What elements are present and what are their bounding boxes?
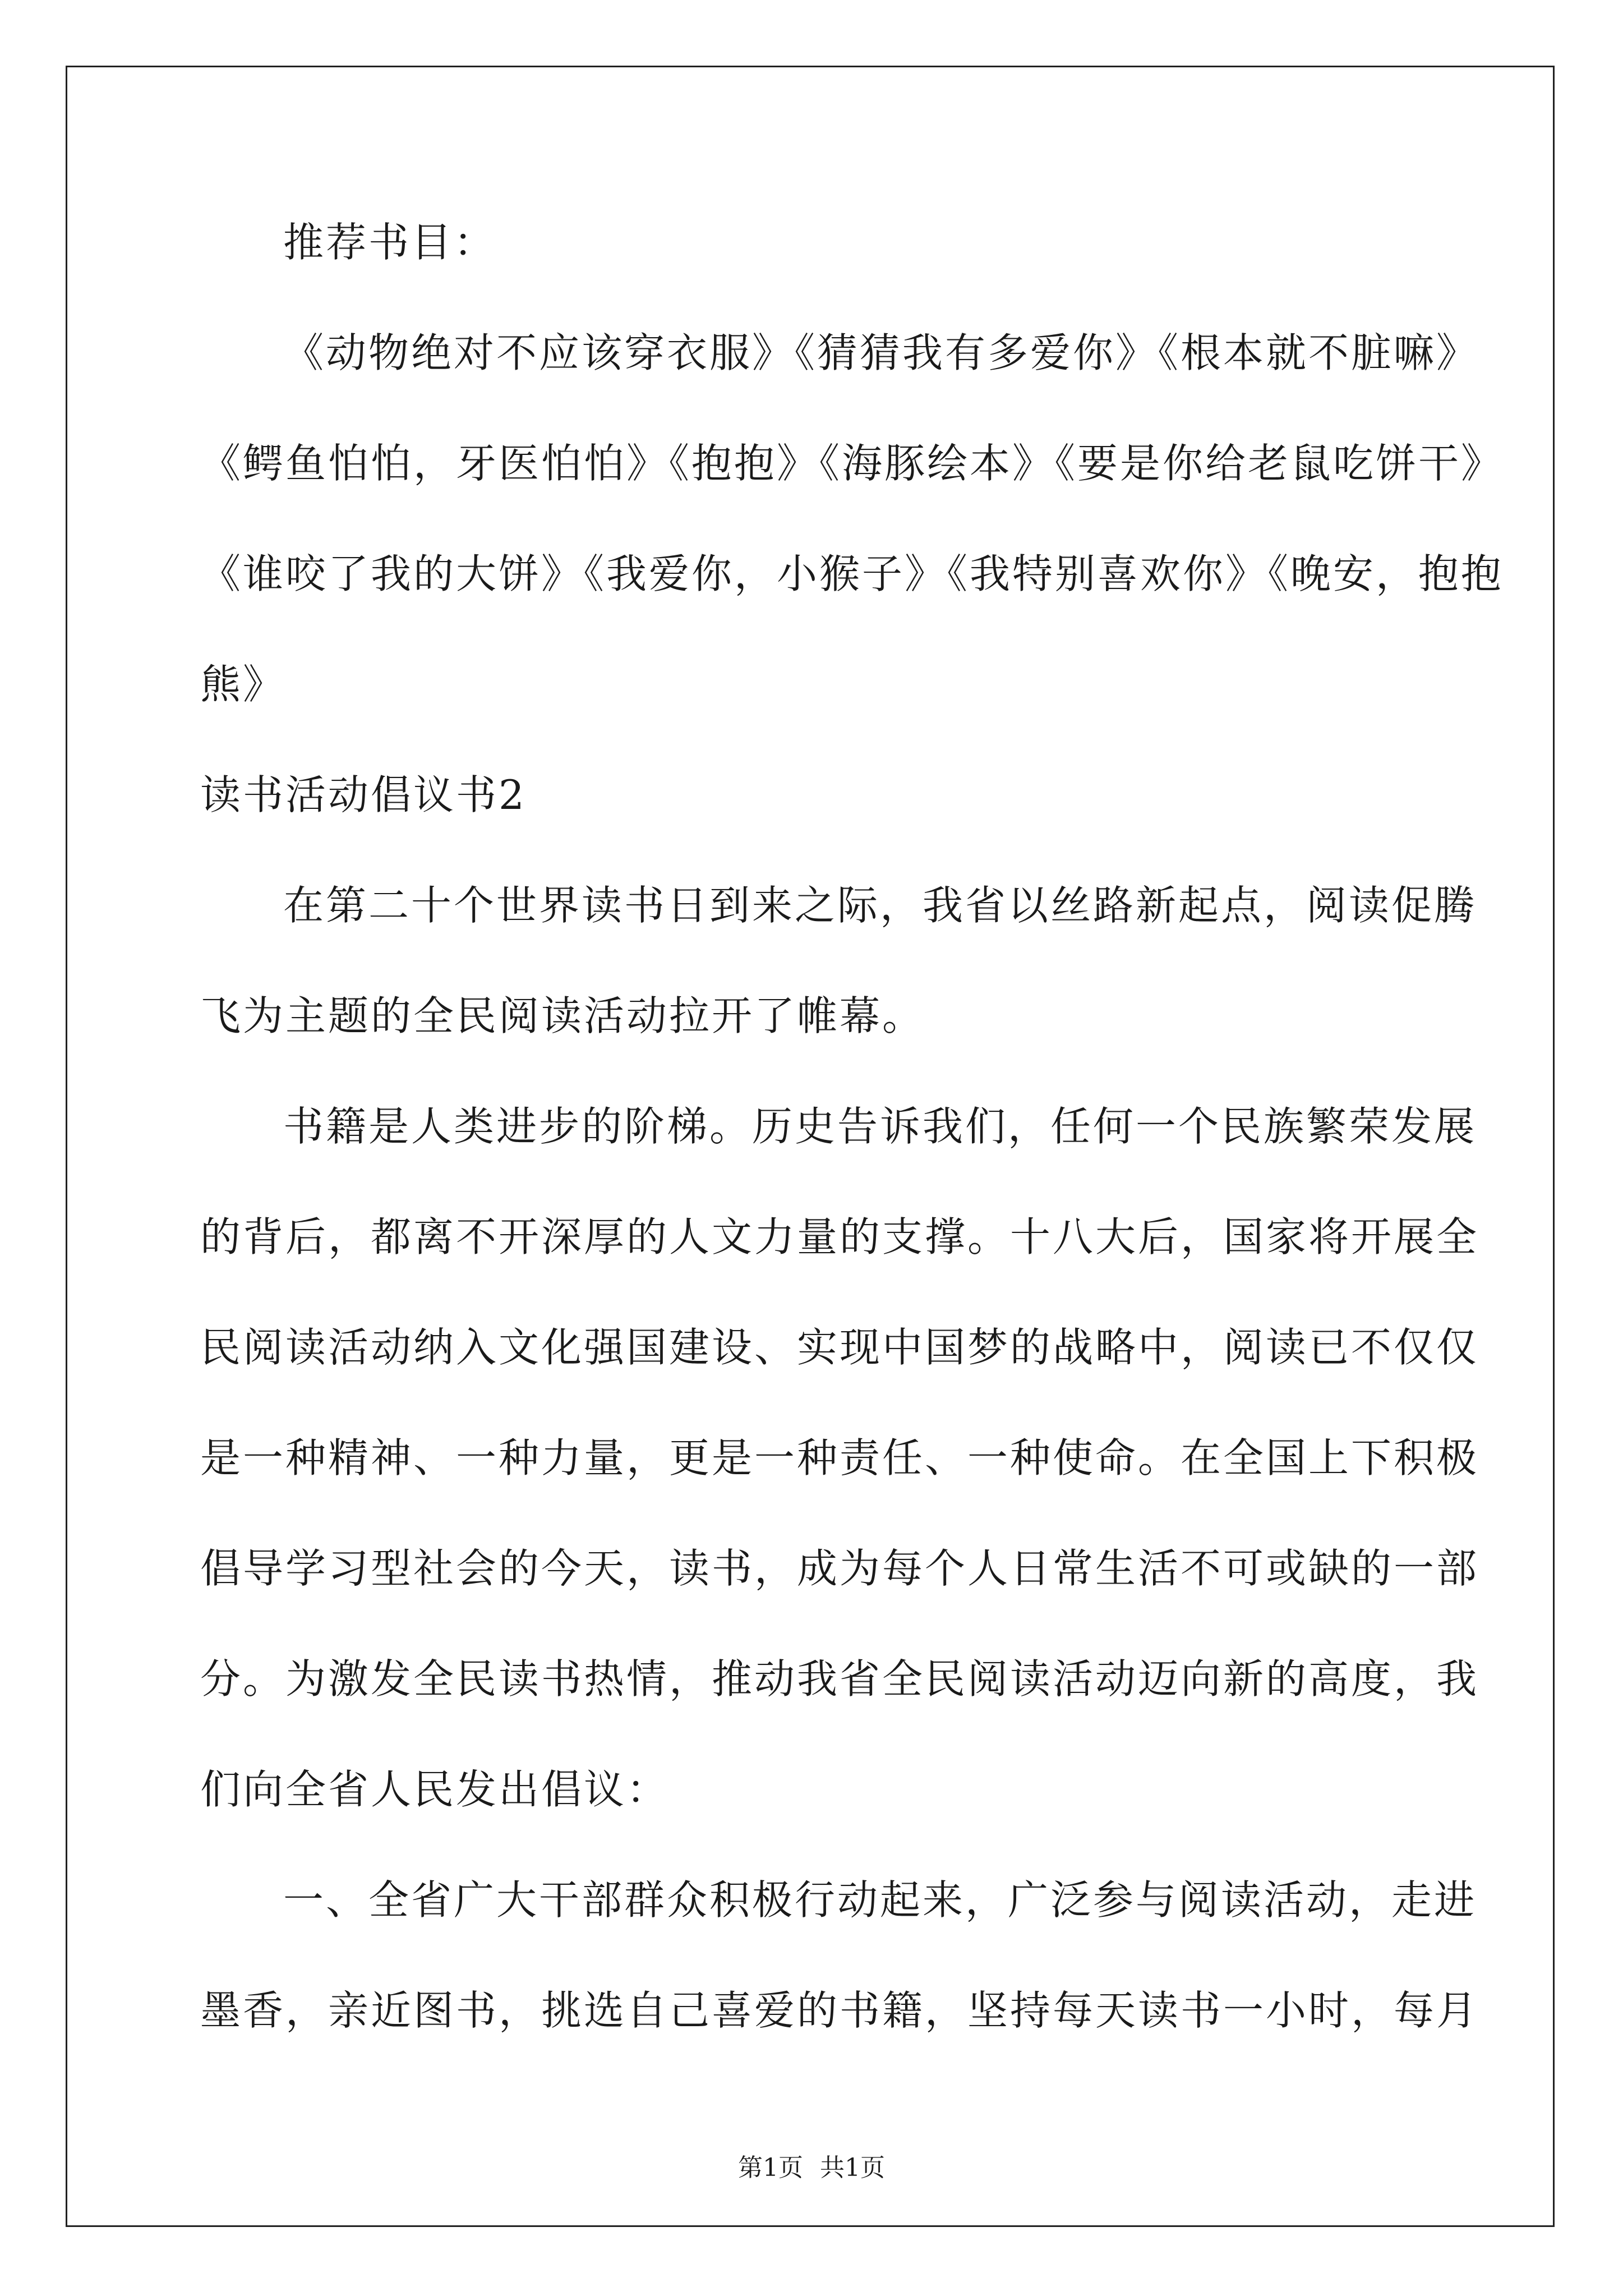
paragraph-line: 倡导学习型社会的今天，读书，成为每个人日常生活不可或缺的一部 [200, 1545, 1479, 1592]
paragraph-line: 墨香，亲近图书，挑选自己喜爱的书籍，坚持每天读书一小时，每月 [200, 1987, 1479, 2034]
paragraph-line: 是一种精神、一种力量，更是一种责任、一种使命。在全国上下积极 [200, 1434, 1479, 1481]
page-footer [0, 2151, 1623, 2185]
paragraph-line: 一、全省广大干部群众积极行动起来，广泛参与阅读活动，走进 [283, 1876, 1477, 1924]
paragraph-line: 分。为激发全民读书热情，推动我省全民阅读活动迈向新的高度，我 [200, 1655, 1479, 1703]
book-list-line: 《动物绝对不应该穿衣服》《猜猜我有多爱你》《根本就不脏嘛》 [283, 329, 1479, 376]
paragraph-line: 飞为主题的全民阅读活动拉开了帷幕。 [200, 992, 925, 1039]
paragraph-1 [200, 871, 1477, 1051]
recommended-heading: 推荐书目： [283, 219, 497, 266]
paragraph-2 [200, 1092, 1479, 1825]
book-list-line: 《谁咬了我的大饼》《我爱你，小猴子》《我特别喜欢你》《晚安，抱抱 [200, 550, 1504, 597]
book-list-line: 熊》 [200, 661, 286, 708]
paragraph-line: 们向全省人民发出倡议： [200, 1766, 670, 1813]
section-title: 读书活动倡议书2 [200, 771, 527, 818]
paragraph-3 [200, 1865, 1479, 2046]
document-body [200, 208, 1504, 2046]
paragraph-line: 的背后，都离不开深厚的人文力量的支撑。十八大后，国家将开展全 [200, 1213, 1479, 1260]
page-total: 共1页 [820, 2154, 885, 2182]
recommended-book-list [200, 318, 1504, 720]
paragraph-line: 在第二十个世界读书日到来之际，我省以丝路新起点，阅读促腾 [283, 882, 1477, 929]
paragraph-line: 民阅读活动纳入文化强国建设、实现中国梦的战略中，阅读已不仅仅 [200, 1324, 1479, 1371]
page-number: 第1页 [738, 2154, 803, 2182]
book-list-line: 《鳄鱼怕怕，牙医怕怕》《抱抱》《海豚绘本》《要是你给老鼠吃饼干》 [200, 440, 1504, 487]
paragraph-line: 书籍是人类进步的阶梯。历史告诉我们，任何一个民族繁荣发展 [283, 1103, 1477, 1150]
